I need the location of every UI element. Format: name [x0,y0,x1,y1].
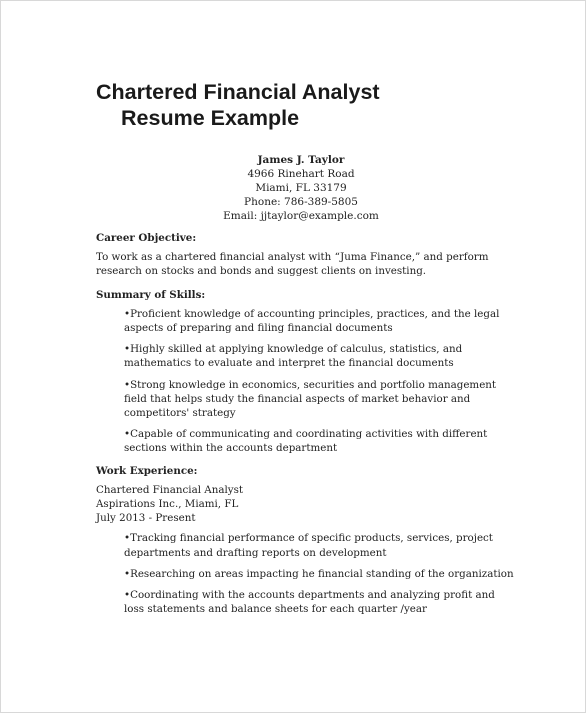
contact-block [201,153,401,223]
work-experience-heading: Work Experience: [96,464,198,477]
list-item: •Capable of communicating and coordinating activities with different sections within the accounts department [124,428,488,455]
work-duties-list [96,531,516,616]
job-dates: July 2013 - Present [96,512,196,525]
list-item: •Researching on areas impacting he financial standing of the organization [124,567,514,580]
job-details [96,483,516,526]
skills-section [96,288,516,456]
job-title: Chartered Financial Analyst [96,483,244,496]
phone-line: Phone: 786-389-5805 [244,196,358,208]
skills-list [96,307,516,456]
email-line: Email: jjtaylor@example.com [223,210,379,222]
list-item: •Highly skilled at applying knowledge of calculus, statistics, and mathematics to evaluate and interpret the financial documents [124,343,463,370]
list-item: •Proficient knowledge of accounting principles, practices, and the legal aspects of preparing and filing financial documents [124,307,500,335]
list-item: •Coordinating with the accounts departments and analyzing profit and loss statements and balance sheets for each quarter /year [124,589,495,616]
title-line-2: Resume Example [121,106,300,130]
career-objective-section [96,231,516,279]
list-item: •Tracking financial performance of specific products, services, project departments and drafting reports on development [124,532,493,559]
candidate-name: James J. Taylor [257,154,345,166]
career-objective-heading: Career Objective: [96,232,197,244]
company-line: Aspirations Inc., Miami, FL [96,498,239,511]
document-title [96,79,380,131]
resume-body [96,231,516,624]
work-experience-section [96,464,516,617]
career-objective-text: To work as a chartered financial analyst with “Juma Finance,” and perform research on stocks and bonds and suggest clients on investing. [96,251,489,278]
address-line: 4966 Rinehart Road [247,168,355,180]
title-line-1: Chartered Financial Analyst [96,80,380,104]
skills-heading: Summary of Skills: [96,288,206,301]
city-line: Miami, FL 33179 [255,182,347,194]
list-item: •Strong knowledge in economics, securities and portfolio management field that helps study the financial aspects of market behavior and competitors' strategy [124,378,497,420]
